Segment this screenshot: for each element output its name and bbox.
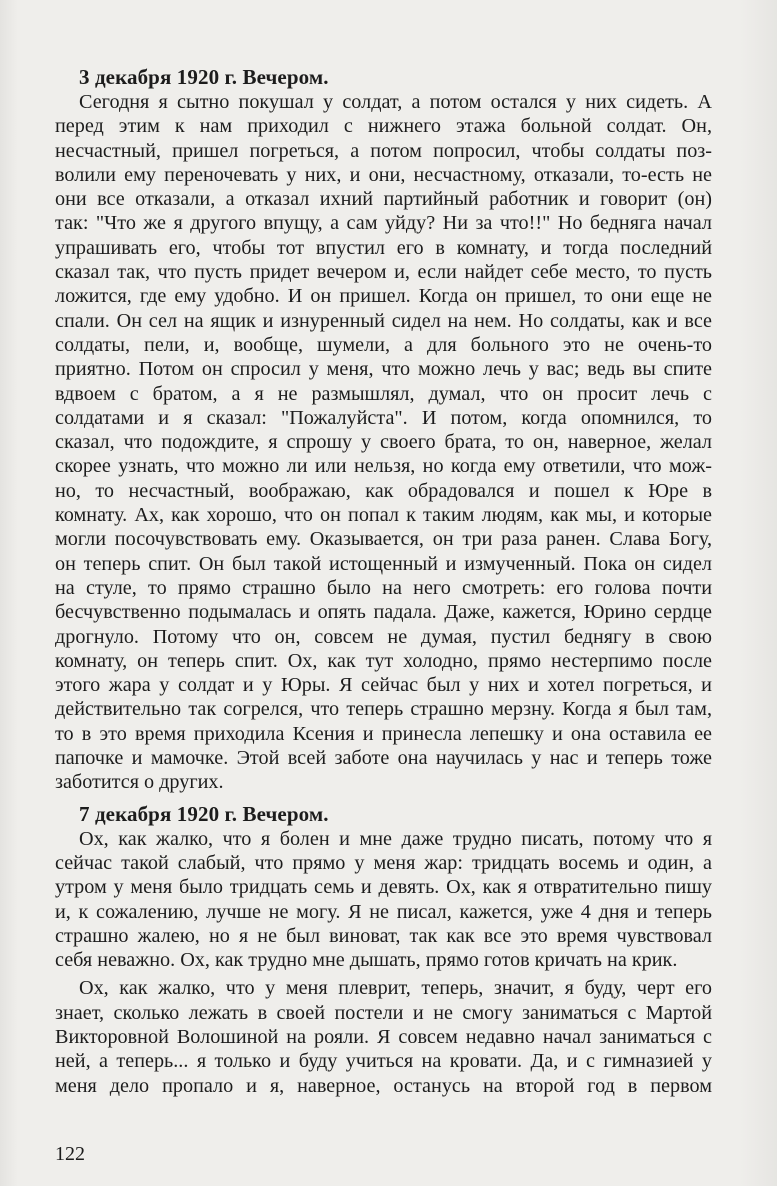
text-line: так: "Что же я другого впущу, а сам уйду? Ни за что!!" Но бедняга начал (55, 212, 712, 235)
entry-date-heading: 7 декабря 1920 г. Вечером. (79, 801, 329, 826)
page-number: 122 (55, 1143, 85, 1165)
text-line: этого жара у солдат и у Юры. Я сейчас был у них и хотел погреться, и (55, 674, 712, 697)
text-line: Сегодня я сытно покушал у солдат, а потом остался у них сидеть. А (79, 91, 712, 113)
text-line: солдаты, пели, и, вообще, шумели, а для больного это не очень-то (55, 333, 712, 356)
text-line: себя неважно. Ох, как трудно мне дышать, прямо готов кричать на крик. (55, 949, 678, 972)
text-line: они все отказали, а отказал ихний партийный работник и говорит (он) (55, 188, 712, 211)
text-line: ложится, где ему удобно. И он пришел. Когда он пришел, то они еще не (55, 285, 712, 308)
text-line: Викторовной Волошиной на рояли. Я совсем недавно начал заниматься с (55, 1025, 712, 1048)
text-line: действительно так согрелся, что теперь страшно мерзну. Когда я был там, (55, 698, 712, 721)
text-line: но, то несчастный, воображаю, как обрадовался и пошел к Юре в (55, 479, 712, 502)
text-line: спали. Он сел на ящик и изнуренный сидел на нем. Но солдаты, как и все (55, 309, 712, 332)
text-line: Ох, как жалко, что у меня плеврит, теперь, значит, я буду, черт его (79, 977, 712, 1000)
text-line: утром у меня было тридцать семь и девять. Ох, как я отвратительно пишу (55, 876, 712, 899)
text-line: дрогнуло. Потому что он, совсем не думая, пустил беднягу в свою (55, 625, 712, 648)
text-line: солдатами и я сказал: "Пожалуйста". И потом, когда опомнился, то (55, 406, 712, 429)
text-line: бесчувственно подымалась и опять падала. Даже, кажется, Юрино сердце (55, 601, 712, 624)
text-line: комнату. Ах, как хорошо, что он попал к таким людям, как мы, и которые (55, 504, 712, 527)
text-line: вдвоем с братом, а я не размышлял, думал, что он просит лечь с (55, 382, 712, 405)
entry-date-heading: 3 декабря 1920 г. Вечером. (79, 65, 329, 89)
text-line: то в это время приходила Ксения и принесла лепешку и она оставила ее (55, 722, 712, 745)
diary-paragraph (55, 827, 712, 973)
text-line: могли посочувствовать ему. Оказывается, он три раза ранен. Слава Богу, (55, 528, 712, 551)
text-line: заботится о других. (55, 771, 224, 794)
text-line: сказал, что подождите, я спрошу у своего брата, то он, наверное, желал (55, 431, 712, 454)
text-line: Ох, как жалко, что я болен и мне даже трудно писать, потому что я (79, 827, 712, 850)
text-line: сказал так, что пусть придет вечером и, если найдет себе место, то пусть (55, 261, 712, 284)
text-line: на стуле, то прямо страшно было на него смотреть: его голова почти (55, 576, 712, 599)
diary-paragraph (55, 90, 712, 795)
text-line: несчастный, пришел погреться, а потом попросил, чтобы солдаты поз- (55, 139, 712, 162)
text-line: комнату, он теперь спит. Ох, как тут холодно, прямо нестерпимо после (55, 649, 712, 672)
text-line: скорее узнать, что можно ли или нельзя, но когда ему ответили, что мож- (55, 455, 712, 478)
text-line: ней, а теперь... я только и буду учиться на кровати. Да, и с гимназией у (55, 1050, 712, 1073)
text-line: знает, сколько лежать в своей постели и не смогу заниматься с Мартой (55, 1001, 712, 1024)
text-line: перед этим к нам приходил с нижнего этажа больной солдат. Он, (55, 115, 712, 138)
diary-text (55, 64, 712, 1098)
text-line: папочке и мамочке. Этой всей заботе она научилась у нас и теперь тоже (55, 747, 712, 770)
text-line: волили ему переночевать у них, и они, несчастному, отказали, то-есть не (55, 163, 712, 186)
text-line: приятно. Потом он спросил у меня, что можно лечь у вас; ведь вы спите (55, 358, 712, 381)
diary-paragraph (55, 976, 712, 1097)
text-line: упрашивать его, чтобы тот впустил его в комнату, и тогда последний (55, 236, 712, 259)
text-line: страшно жалею, но я не был виноват, так как все это время чувствовал (55, 924, 712, 947)
text-line: меня дело пропало и я, наверное, останусь на второй год в первом (55, 1074, 712, 1097)
text-line: он теперь спит. Он был такой истощенный и измученный. Пока он сидел (55, 552, 712, 575)
text-line: сейчас такой слабый, что прямо у меня жар: тридцать восемь и один, а (55, 851, 712, 874)
text-line: и, к сожалению, лучше не могу. Я не писал, кажется, уже 4 дня и теперь (55, 900, 712, 923)
